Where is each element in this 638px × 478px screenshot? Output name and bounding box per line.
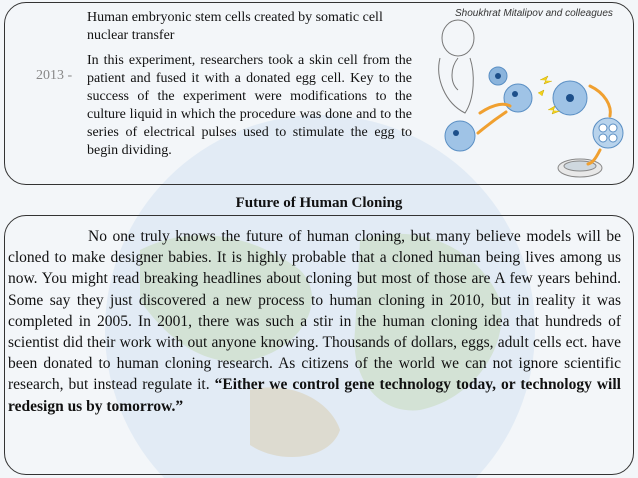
entry-title: Human embryonic stem cells created by somatic cell nuclear transfer	[87, 10, 383, 43]
closing-quote: “Either we control gene technology today, or technology will redesign us by tomorrow.”	[8, 376, 621, 415]
petri-dish-icon	[558, 159, 602, 177]
cloning-process-illustration	[420, 18, 630, 183]
dividing-embryo-icon	[593, 118, 623, 148]
image-credit: Shoukhrat Mitalipov and colleagues	[455, 8, 613, 19]
fused-cell-icon	[553, 81, 587, 115]
year-label: 2013 -	[36, 68, 73, 83]
entry-description: In this experiment, researchers took a skin cell from the patient and fused it with a donated egg cell. Key to the success of the experiment were modifications to the culture liquid in which the procedure was done and to the series of electrical pulses used to stimulate the egg to begin dividing.	[87, 53, 412, 158]
section-title: Future of Human Cloning	[235, 195, 403, 211]
egg-cell-icon	[504, 84, 532, 112]
process-arrow-icon	[478, 86, 610, 164]
person-outline-icon	[439, 20, 474, 113]
enucleated-egg-icon	[445, 121, 475, 151]
skin-cell-icon	[489, 67, 507, 85]
section-paragraph-block	[8, 226, 621, 417]
section-paragraph: No one truly knows the future of human cloning, but many believe models will be cloned to make designer babies. It is highly probable that a cloned human being lives among us now. You might read breaking headlines about cloning but most of those are A few years behind. Some say they just discovered a new process to human cloning in 2010, but in reality it was completed in 2005. In 2001, there was such a stir in the human cloning idea that hundreds of scientist did their work with out anyone knowing. Thousands of dollars, eggs, adult cells ect. have been donated to human cloning research. As citizens of the world we can not ignore scientific research, but instead regulate it.	[8, 228, 621, 394]
